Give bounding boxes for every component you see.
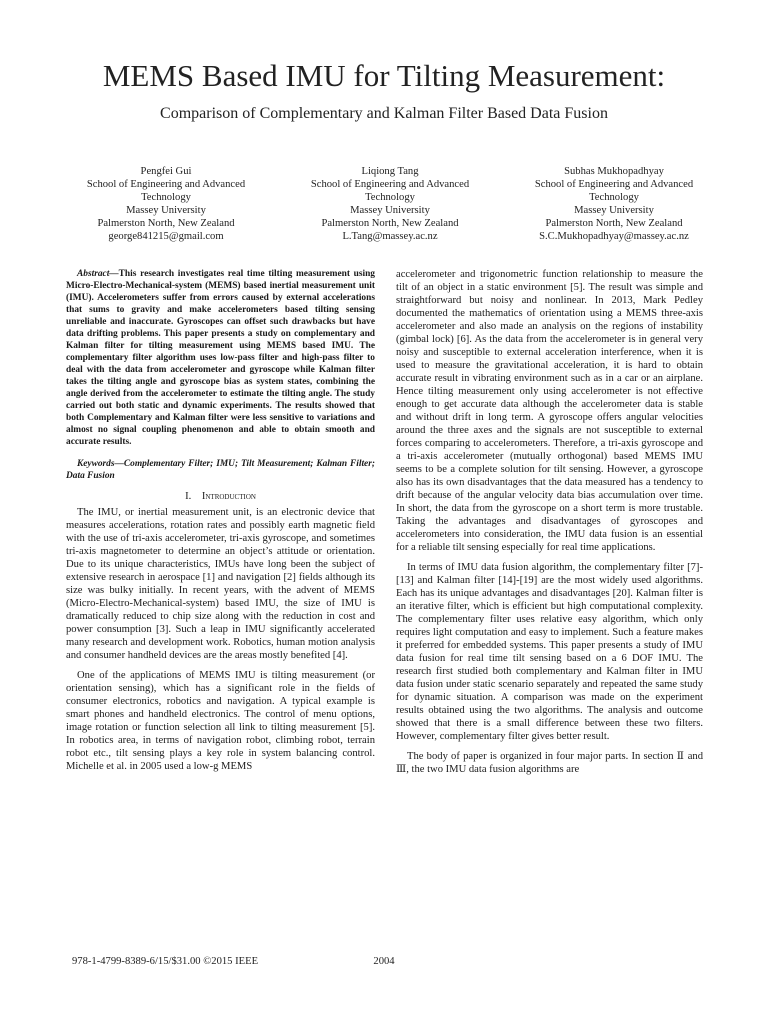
right-column — [396, 268, 703, 776]
paper-subtitle: Comparison of Complementary and Kalman Filter Based Data Fusion — [160, 105, 608, 122]
author-block — [66, 165, 714, 243]
author-email: L.Tang@massey.ac.nz — [342, 231, 438, 242]
body-paragraph: In terms of IMU data fusion algorithm, the complementary filter [7]-[13] and Kalman filter [14]-[19] are the most widely used algorithms. Each has its unique advantages and disadvantages [20]. Kalman filter is an iterative filter, which is efficient but high computational complexity. The complementary filter uses relative easy algorithm, which only requires light computation and easy to implement. Such a feature makes it preferred for embedded systems. This paper presents a study of IMU data fusion for real time tilt sensing based on a 6 DOF IMU. The research first studied both complementary and Kalman filter in IMU data fusion under static scenario separately and repeated the same study for dynamic situation. A comparison was made on the experiment results obtained using the two algorithms. The analysis and outcome showed that there is a small difference between these two filters. However, complementary filter gives better result. — [396, 562, 703, 742]
left-column — [66, 268, 375, 773]
author-university: Massey University — [126, 205, 206, 216]
author-university: Massey University — [574, 205, 654, 216]
author-affiliation: School of Engineering and Advanced — [86, 179, 246, 190]
author-affiliation: School of Engineering and Advanced — [310, 179, 470, 190]
section-numeral: I. — [185, 491, 192, 502]
body-paragraph: One of the applications of MEMS IMU is tilting measurement (or orientation sensing), which has a significant role in the fields of consumer electronics, robotics and navigation. A typical example is smart phones and handheld electronics. The control of menu options, image rotation or function selection all link to tilting measurement [5]. In robotics area, in terms of navigation robot, climbing robot, terrain robot etc., tilt sensing plays a key role in system balancing control. Michelle et al. in 2005 used a low-g MEMS — [66, 670, 375, 772]
author-affiliation: School of Engineering and Advanced — [534, 179, 694, 190]
body-paragraph: The IMU, or inertial measurement unit, is an electronic device that measures accelerations, rotation rates and possibly earth magnetic field with the use of tri-axis accelerometer, tri-axis gyroscope, and sometimes tri-axis magnetometer to determine an object’s attitude or orientation. Due to its unique characteristics, IMUs have long been the subject of extensive research in aerospace [1] and navigation [2] fields although its size was bulky initially. In recent years, with the advent of MEMS (Micro-Electro-Mechanical-system) based IMU, the size of IMU is dramatically reduced to chip size along with the reduction in cost and power consumption [3]. Such a leap in IMU significantly accelerated many research and development work. Robotics, human motion analysis and consumer handheld devices are the areas mostly benefited [4]. — [66, 507, 375, 661]
keywords-lead: Keywords — [77, 459, 115, 469]
abstract — [66, 268, 375, 448]
section-heading-introduction — [66, 490, 375, 503]
author-city: Palmerston North, New Zealand — [321, 218, 459, 229]
author-name: Subhas Mukhopadhyay — [564, 166, 664, 177]
section-title: Introduction — [201, 491, 256, 502]
author-city: Palmerston North, New Zealand — [545, 218, 683, 229]
author-affiliation: Technology — [141, 192, 191, 203]
abstract-dash: — — [109, 269, 119, 279]
author-university: Massey University — [350, 205, 430, 216]
page-number: 2004 — [373, 956, 395, 967]
keywords-text: —Complementary Filter; IMU; Tilt Measurement; Kalman Filter; Data Fusion — [66, 459, 375, 481]
abstract-text: This research investigates real time tilting measurement using Micro-Electro-Mechanical-system (MEMS) based inertial measurement unit (IMU). Accelerometers suffer from errors caused by external accelerations that sums to gravity and make accelerometers based tilting sensing unreliable and inaccurate. Gyroscopes can offset such drawbacks but have data drifting problems. This paper presents a study on complementary and Kalman filter for tilting measurement using MEMS based IMU. The complementary filter algorithm uses low-pass filter and high-pass filter to deal with the data from accelerometer and gyroscope while Kalman filter takes the tilting angle and gyroscope bias as system states, combining the angle derived from the accelerometer to estimate the tilting angle. The study carried out both static and dynamic experiments. The results showed that both Complementary and Kalman filter were less sensitive to variations and almost no signal coupling phenomenon and able to obtain smooth and accurate results. — [66, 269, 375, 447]
author-3 — [514, 165, 714, 243]
author-email: S.C.Mukhopadhyay@massey.ac.nz — [539, 231, 689, 242]
author-name: Pengfei Gui — [140, 166, 192, 177]
paper-title: MEMS Based IMU for Tilting Measurement: — [102, 58, 666, 93]
body-paragraph: accelerometer and trigonometric function relationship to measure the tilt of an object in a static environment [5]. The result was simple and straightforward but noisy and nonlinear. In 2013, Mark Pedley documented the mathematics of orientation using a MEMS three-axis accelerometer and also made an analysis on the regions of instability (gimbal lock) [6]. As the data from the accelerometer is in general very noisy and susceptible to external acceleration interference, when it is used to measure the gravitational acceleration, it is hard to obtain accurate result in vibrating environment such as in a car or an airplane. Hence tilting measurement only using accelerometer is not effective enough to get accurate data although the accelerometer data is stable and without drift in long term. A gyroscope offers angular velocities around the three axes and the signals are not susceptible to external forces comparing to accelerometers. Therefore, a tri-axis gyroscope and a tri-axis accelerometer (mutually orthogonal) based MEMS IMU seems to be a complete solution for tilt sensing. However, a gyroscope also has its own disadvantages that the data measured has a tendency to drift because of the angular velocity data bias accumulation over time. In short, the data from the gyroscope on a short term is more trustable. Taking the advantages and disadvantages of gyroscopes and accelerometers into consideration, the IMU data fusion is an essential for a reliable tilt sensing especially for real time applications. — [396, 269, 703, 553]
author-email: george841215@gmail.com — [108, 231, 224, 242]
author-name: Liqiong Tang — [361, 166, 419, 177]
author-affiliation: Technology — [365, 192, 415, 203]
abstract-lead: Abstract — [77, 269, 110, 279]
author-affiliation: Technology — [589, 192, 639, 203]
body-paragraph: The body of paper is organized in four major parts. In section Ⅱ and Ⅲ, the two IMU data fusion algorithms are — [396, 751, 703, 775]
author-city: Palmerston North, New Zealand — [97, 218, 235, 229]
author-1 — [66, 165, 266, 243]
footer-isbn: 978-1-4799-8389-6/15/$31.00 ©2015 IEEE — [72, 956, 259, 967]
keywords — [66, 458, 375, 482]
author-2 — [290, 165, 490, 243]
